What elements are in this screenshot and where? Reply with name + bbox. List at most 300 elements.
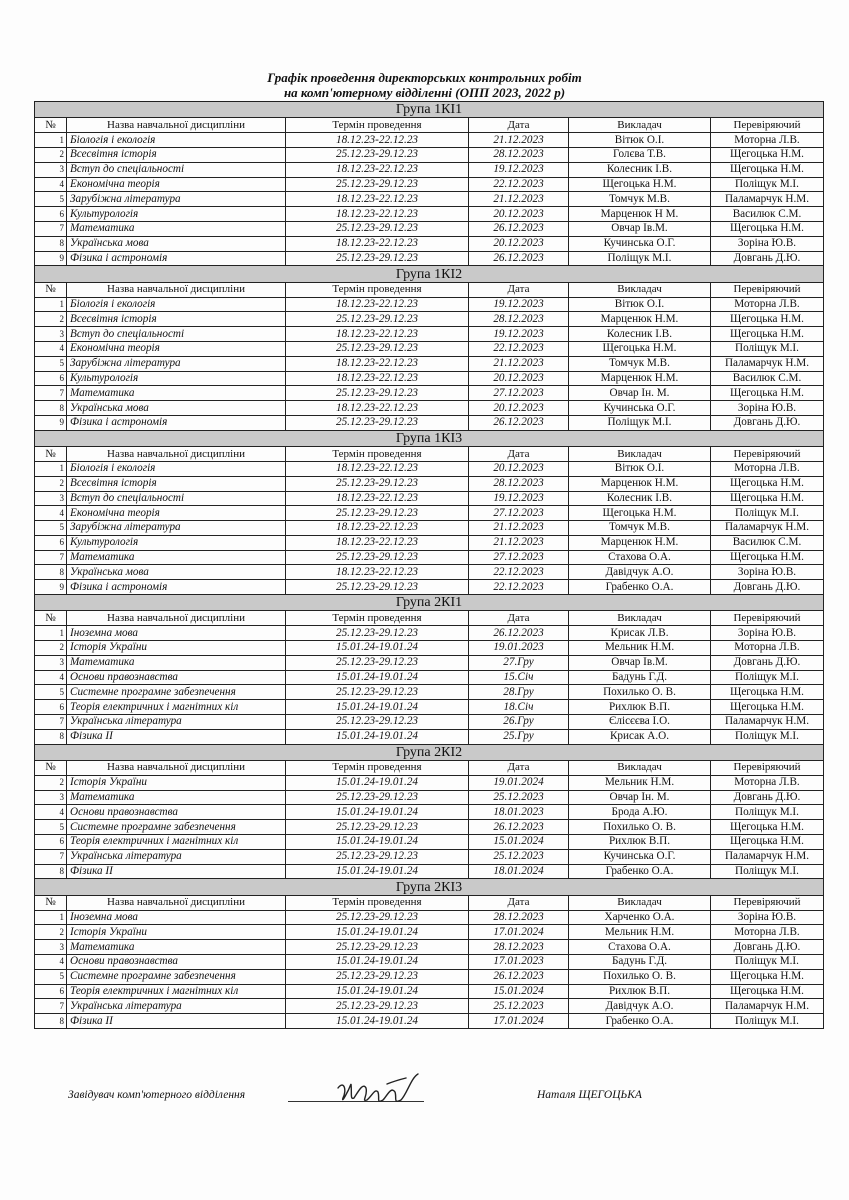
row-number-cell: 9 — [35, 251, 67, 266]
teacher-cell: Кучинська О.Г. — [569, 401, 711, 416]
row-number-cell: 6 — [35, 835, 67, 850]
table-row — [35, 1014, 824, 1029]
teacher-cell: Овчар Ін. М. — [569, 386, 711, 401]
table-row — [35, 790, 824, 805]
subject-name-cell: Економічна теорія — [67, 341, 286, 356]
period-cell: 18.12.23-22.12.23 — [286, 565, 469, 580]
subject-name-cell: Українська література — [67, 715, 286, 730]
column-header-row — [35, 761, 824, 776]
date-cell: 26.12.2023 — [469, 221, 569, 236]
period-cell: 25.12.23-29.12.23 — [286, 715, 469, 730]
teacher-cell: Поліщук М.І. — [569, 251, 711, 266]
inspector-cell: Паламарчук Н.М. — [711, 192, 824, 207]
column-header: № — [35, 895, 67, 910]
table-row — [35, 147, 824, 162]
subject-name-cell: Зарубіжна література — [67, 356, 286, 371]
period-cell: 25.12.23-29.12.23 — [286, 940, 469, 955]
date-cell: 19.12.2023 — [469, 327, 569, 342]
table-row — [35, 133, 824, 148]
row-number-cell: 6 — [35, 371, 67, 386]
table-row — [35, 327, 824, 342]
column-header: Дата — [469, 611, 569, 626]
teacher-cell: Овчар Ін. М. — [569, 790, 711, 805]
inspector-cell: Щегоцька Н.М. — [711, 147, 824, 162]
subject-name-cell: Іноземна мова — [67, 910, 286, 925]
date-cell: 15.Січ — [469, 670, 569, 685]
period-cell: 15.01.24-19.01.24 — [286, 805, 469, 820]
row-number-cell: 6 — [35, 984, 67, 999]
teacher-cell: Рихлюк В.П. — [569, 700, 711, 715]
column-header: Викладач — [569, 118, 711, 133]
inspector-cell: Поліщук М.І. — [711, 864, 824, 879]
teacher-cell: Крисак Л.В. — [569, 626, 711, 641]
row-number-cell: 8 — [35, 565, 67, 580]
table-row — [35, 461, 824, 476]
table-row — [35, 835, 824, 850]
row-number-cell: 3 — [35, 491, 67, 506]
row-number-cell: 3 — [35, 327, 67, 342]
inspector-cell: Паламарчук Н.М. — [711, 356, 824, 371]
period-cell: 25.12.23-29.12.23 — [286, 386, 469, 401]
subject-name-cell: Фізика ІІ — [67, 1014, 286, 1029]
subject-name-cell: Математика — [67, 221, 286, 236]
column-header: Дата — [469, 118, 569, 133]
period-cell: 15.01.24-19.01.24 — [286, 835, 469, 850]
inspector-cell: Довгань Д.Ю. — [711, 940, 824, 955]
row-number-cell: 3 — [35, 655, 67, 670]
column-header-row — [35, 447, 824, 462]
column-header: Термін проведення — [286, 447, 469, 462]
table-row — [35, 580, 824, 595]
date-cell: 21.12.2023 — [469, 356, 569, 371]
row-number-cell: 2 — [35, 312, 67, 327]
table-row — [35, 491, 824, 506]
inspector-cell: Моторна Л.В. — [711, 775, 824, 790]
row-number-cell: 6 — [35, 700, 67, 715]
column-header-row — [35, 118, 824, 133]
inspector-cell: Щегоцька Н.М. — [711, 700, 824, 715]
column-header: № — [35, 118, 67, 133]
period-cell: 25.12.23-29.12.23 — [286, 655, 469, 670]
period-cell: 25.12.23-29.12.23 — [286, 580, 469, 595]
row-number-cell: 2 — [35, 147, 67, 162]
subject-name-cell: Системне програмне забезпечення — [67, 820, 286, 835]
column-header: Перевіряючий — [711, 895, 824, 910]
subject-name-cell: Вступ до спеціальності — [67, 327, 286, 342]
row-number-cell: 8 — [35, 864, 67, 879]
teacher-cell: Колесник І.В. — [569, 327, 711, 342]
column-header: Перевіряючий — [711, 447, 824, 462]
period-cell: 15.01.24-19.01.24 — [286, 775, 469, 790]
inspector-cell: Щегоцька Н.М. — [711, 969, 824, 984]
teacher-cell: Похилько О. В. — [569, 969, 711, 984]
teacher-cell: Єлісєєва І.О. — [569, 715, 711, 730]
teacher-cell: Рихлюк В.П. — [569, 835, 711, 850]
period-cell: 18.12.23-22.12.23 — [286, 401, 469, 416]
group-header-row — [35, 744, 824, 760]
inspector-cell: Поліщук М.І. — [711, 729, 824, 744]
row-number-cell: 8 — [35, 729, 67, 744]
row-number-cell: 4 — [35, 341, 67, 356]
schedule-table — [34, 101, 824, 1029]
date-cell: 22.12.2023 — [469, 565, 569, 580]
row-number-cell: 7 — [35, 550, 67, 565]
date-cell: 27.12.2023 — [469, 550, 569, 565]
subject-name-cell: Математика — [67, 940, 286, 955]
date-cell: 28.Гру — [469, 685, 569, 700]
date-cell: 17.01.2024 — [469, 925, 569, 940]
date-cell: 28.12.2023 — [469, 476, 569, 491]
inspector-cell: Довгань Д.Ю. — [711, 655, 824, 670]
date-cell: 26.12.2023 — [469, 969, 569, 984]
teacher-cell: Марценюк Н.М. — [569, 476, 711, 491]
date-cell: 28.12.2023 — [469, 312, 569, 327]
row-number-cell: 7 — [35, 221, 67, 236]
inspector-cell: Моторна Л.В. — [711, 461, 824, 476]
subject-name-cell: Математика — [67, 386, 286, 401]
table-row — [35, 775, 824, 790]
date-cell: 20.12.2023 — [469, 236, 569, 251]
subject-name-cell: Основи правознавства — [67, 805, 286, 820]
period-cell: 15.01.24-19.01.24 — [286, 670, 469, 685]
row-number-cell: 2 — [35, 476, 67, 491]
table-row — [35, 700, 824, 715]
table-row — [35, 221, 824, 236]
subject-name-cell: Фізика ІІ — [67, 729, 286, 744]
date-cell: 26.12.2023 — [469, 415, 569, 430]
date-cell: 22.12.2023 — [469, 341, 569, 356]
column-header-row — [35, 895, 824, 910]
period-cell: 15.01.24-19.01.24 — [286, 729, 469, 744]
row-number-cell: 4 — [35, 177, 67, 192]
row-number-cell: 1 — [35, 626, 67, 641]
group-name: Група 2КІ3 — [35, 879, 824, 895]
teacher-cell: Поліщук М.І. — [569, 415, 711, 430]
row-number-cell: 4 — [35, 805, 67, 820]
column-header: Викладач — [569, 282, 711, 297]
group-name: Група 2КІ2 — [35, 744, 824, 760]
inspector-cell: Поліщук М.І. — [711, 805, 824, 820]
table-row — [35, 565, 824, 580]
date-cell: 27.12.2023 — [469, 506, 569, 521]
column-header: Назва навчальної дисципліни — [67, 761, 286, 776]
subject-name-cell: Системне програмне забезпечення — [67, 685, 286, 700]
column-header: Перевіряючий — [711, 118, 824, 133]
column-header: Дата — [469, 761, 569, 776]
column-header: Перевіряючий — [711, 761, 824, 776]
inspector-cell: Моторна Л.В. — [711, 297, 824, 312]
period-cell: 18.12.23-22.12.23 — [286, 327, 469, 342]
table-row — [35, 415, 824, 430]
column-header: Термін проведення — [286, 611, 469, 626]
row-number-cell: 7 — [35, 999, 67, 1014]
subject-name-cell: Математика — [67, 790, 286, 805]
teacher-cell: Стахова О.А. — [569, 550, 711, 565]
teacher-cell: Колесник І.В. — [569, 162, 711, 177]
table-row — [35, 849, 824, 864]
column-header: Викладач — [569, 447, 711, 462]
date-cell: 20.12.2023 — [469, 371, 569, 386]
group-name: Група 1КІ3 — [35, 430, 824, 446]
subject-name-cell: Вступ до спеціальності — [67, 491, 286, 506]
group-header-row — [35, 266, 824, 282]
table-row — [35, 341, 824, 356]
table-row — [35, 476, 824, 491]
subject-name-cell: Зарубіжна література — [67, 192, 286, 207]
teacher-cell: Вітюк О.І. — [569, 133, 711, 148]
column-header-row — [35, 282, 824, 297]
inspector-cell: Паламарчук Н.М. — [711, 999, 824, 1014]
row-number-cell: 2 — [35, 775, 67, 790]
inspector-cell: Зоріна Ю.В. — [711, 401, 824, 416]
inspector-cell: Щегоцька Н.М. — [711, 162, 824, 177]
subject-name-cell: Всесвітня історія — [67, 476, 286, 491]
period-cell: 25.12.23-29.12.23 — [286, 415, 469, 430]
row-number-cell: 8 — [35, 1014, 67, 1029]
row-number-cell: 8 — [35, 236, 67, 251]
date-cell: 21.12.2023 — [469, 535, 569, 550]
column-header: Дата — [469, 282, 569, 297]
teacher-cell: Грабенко О.А. — [569, 580, 711, 595]
date-cell: 25.Гру — [469, 729, 569, 744]
row-number-cell: 3 — [35, 940, 67, 955]
row-number-cell: 5 — [35, 356, 67, 371]
inspector-cell: Довгань Д.Ю. — [711, 790, 824, 805]
column-header: № — [35, 761, 67, 776]
subject-name-cell: Фізика ІІ — [67, 864, 286, 879]
teacher-cell: Овчар Ів.М. — [569, 655, 711, 670]
period-cell: 18.12.23-22.12.23 — [286, 297, 469, 312]
column-header: Назва навчальної дисципліни — [67, 118, 286, 133]
table-row — [35, 521, 824, 536]
table-row — [35, 297, 824, 312]
subject-name-cell: Історія України — [67, 925, 286, 940]
teacher-cell: Томчук М.В. — [569, 192, 711, 207]
column-header: Назва навчальної дисципліни — [67, 447, 286, 462]
row-number-cell: 6 — [35, 535, 67, 550]
period-cell: 18.12.23-22.12.23 — [286, 491, 469, 506]
schedule-table-body — [35, 102, 824, 1029]
subject-name-cell: Фізика і астрономія — [67, 415, 286, 430]
handwritten-signature — [330, 1066, 430, 1111]
subject-name-cell: Основи правознавства — [67, 670, 286, 685]
column-header: Дата — [469, 895, 569, 910]
row-number-cell: 5 — [35, 192, 67, 207]
teacher-cell: Щегоцька Н.М. — [569, 341, 711, 356]
teacher-cell: Кучинська О.Г. — [569, 236, 711, 251]
inspector-cell: Щегоцька Н.М. — [711, 312, 824, 327]
row-number-cell: 5 — [35, 521, 67, 536]
period-cell: 18.12.23-22.12.23 — [286, 207, 469, 222]
subject-name-cell: Українська мова — [67, 236, 286, 251]
table-row — [35, 999, 824, 1014]
period-cell: 15.01.24-19.01.24 — [286, 641, 469, 656]
group-header-row — [35, 430, 824, 446]
teacher-cell: Мельник Н.М. — [569, 925, 711, 940]
subject-name-cell: Українська література — [67, 999, 286, 1014]
table-row — [35, 864, 824, 879]
period-cell: 25.12.23-29.12.23 — [286, 969, 469, 984]
inspector-cell: Щегоцька Н.М. — [711, 835, 824, 850]
inspector-cell: Василюк С.М. — [711, 207, 824, 222]
teacher-cell: Похилько О. В. — [569, 685, 711, 700]
column-header: № — [35, 447, 67, 462]
table-row — [35, 506, 824, 521]
table-row — [35, 371, 824, 386]
period-cell: 25.12.23-29.12.23 — [286, 626, 469, 641]
subject-name-cell: Українська мова — [67, 401, 286, 416]
date-cell: 19.12.2023 — [469, 297, 569, 312]
group-header-row — [35, 102, 824, 118]
period-cell: 15.01.24-19.01.24 — [286, 1014, 469, 1029]
teacher-cell: Стахова О.А. — [569, 940, 711, 955]
inspector-cell: Довгань Д.Ю. — [711, 580, 824, 595]
inspector-cell: Василюк С.М. — [711, 535, 824, 550]
date-cell: 28.12.2023 — [469, 147, 569, 162]
subject-name-cell: Системне програмне забезпечення — [67, 969, 286, 984]
subject-name-cell: Всесвітня історія — [67, 147, 286, 162]
table-row — [35, 356, 824, 371]
period-cell: 25.12.23-29.12.23 — [286, 910, 469, 925]
period-cell: 15.01.24-19.01.24 — [286, 700, 469, 715]
row-number-cell: 1 — [35, 910, 67, 925]
period-cell: 25.12.23-29.12.23 — [286, 506, 469, 521]
signatory-position: Завідувач комп'ютерного відділення — [68, 1089, 246, 1101]
period-cell: 18.12.23-22.12.23 — [286, 521, 469, 536]
date-cell: 17.01.2023 — [469, 954, 569, 969]
column-header: Термін проведення — [286, 118, 469, 133]
subject-name-cell: Фізика і астрономія — [67, 251, 286, 266]
subject-name-cell: Теорія електричних і магнітних кіл — [67, 700, 286, 715]
date-cell: 25.12.2023 — [469, 849, 569, 864]
inspector-cell: Зоріна Ю.В. — [711, 910, 824, 925]
row-number-cell: 4 — [35, 954, 67, 969]
column-header: № — [35, 611, 67, 626]
period-cell: 25.12.23-29.12.23 — [286, 221, 469, 236]
table-row — [35, 550, 824, 565]
period-cell: 25.12.23-29.12.23 — [286, 341, 469, 356]
inspector-cell: Щегоцька Н.М. — [711, 476, 824, 491]
signatory-name: Наталя ЩЕГОЦЬКА — [537, 1089, 642, 1101]
table-row — [35, 685, 824, 700]
period-cell: 15.01.24-19.01.24 — [286, 864, 469, 879]
teacher-cell: Харченко О.А. — [569, 910, 711, 925]
date-cell: 26.12.2023 — [469, 251, 569, 266]
column-header: Термін проведення — [286, 761, 469, 776]
row-number-cell: 5 — [35, 820, 67, 835]
inspector-cell: Щегоцька Н.М. — [711, 984, 824, 999]
group-name: Група 2КІ1 — [35, 595, 824, 611]
teacher-cell: Вітюк О.І. — [569, 297, 711, 312]
date-cell: 27.Гру — [469, 655, 569, 670]
date-cell: 19.12.2023 — [469, 162, 569, 177]
date-cell: 25.12.2023 — [469, 999, 569, 1014]
subject-name-cell: Математика — [67, 655, 286, 670]
row-number-cell: 2 — [35, 925, 67, 940]
subject-name-cell: Біологія і екологія — [67, 461, 286, 476]
date-cell: 20.12.2023 — [469, 207, 569, 222]
date-cell: 21.12.2023 — [469, 133, 569, 148]
period-cell: 25.12.23-29.12.23 — [286, 820, 469, 835]
row-number-cell: 4 — [35, 670, 67, 685]
row-number-cell: 3 — [35, 162, 67, 177]
inspector-cell: Зоріна Ю.В. — [711, 236, 824, 251]
table-row — [35, 805, 824, 820]
table-row — [35, 626, 824, 641]
inspector-cell: Моторна Л.В. — [711, 641, 824, 656]
inspector-cell: Щегоцька Н.М. — [711, 820, 824, 835]
row-number-cell: 7 — [35, 715, 67, 730]
table-row — [35, 312, 824, 327]
period-cell: 18.12.23-22.12.23 — [286, 371, 469, 386]
date-cell: 25.12.2023 — [469, 790, 569, 805]
inspector-cell: Моторна Л.В. — [711, 925, 824, 940]
row-number-cell: 1 — [35, 461, 67, 476]
period-cell: 25.12.23-29.12.23 — [286, 849, 469, 864]
period-cell: 18.12.23-22.12.23 — [286, 192, 469, 207]
document-title-line2: на комп'ютерному відділенні (ОПП 2023, 2022 р) — [283, 85, 566, 100]
column-header: Викладач — [569, 895, 711, 910]
teacher-cell: Томчук М.В. — [569, 521, 711, 536]
teacher-cell: Кучинська О.Г. — [569, 849, 711, 864]
teacher-cell: Бадунь Г.Д. — [569, 670, 711, 685]
inspector-cell: Поліщук М.І. — [711, 670, 824, 685]
subject-name-cell: Українська мова — [67, 565, 286, 580]
date-cell: 22.12.2023 — [469, 580, 569, 595]
inspector-cell: Довгань Д.Ю. — [711, 415, 824, 430]
column-header: Викладач — [569, 611, 711, 626]
inspector-cell: Щегоцька Н.М. — [711, 491, 824, 506]
date-cell: 27.12.2023 — [469, 386, 569, 401]
row-number-cell: 3 — [35, 790, 67, 805]
subject-name-cell: Історія України — [67, 641, 286, 656]
group-header-row — [35, 595, 824, 611]
row-number-cell: 1 — [35, 133, 67, 148]
period-cell: 25.12.23-29.12.23 — [286, 147, 469, 162]
group-header-row — [35, 879, 824, 895]
inspector-cell: Щегоцька Н.М. — [711, 550, 824, 565]
date-cell: 20.12.2023 — [469, 401, 569, 416]
row-number-cell: 9 — [35, 415, 67, 430]
group-name: Група 1КІ1 — [35, 102, 824, 118]
row-number-cell: 2 — [35, 641, 67, 656]
table-row — [35, 820, 824, 835]
date-cell: 21.12.2023 — [469, 192, 569, 207]
row-number-cell: 9 — [35, 580, 67, 595]
subject-name-cell: Теорія електричних і магнітних кіл — [67, 984, 286, 999]
period-cell: 18.12.23-22.12.23 — [286, 162, 469, 177]
inspector-cell: Зоріна Ю.В. — [711, 565, 824, 580]
row-number-cell: 4 — [35, 506, 67, 521]
period-cell: 25.12.23-29.12.23 — [286, 177, 469, 192]
table-row — [35, 177, 824, 192]
subject-name-cell: Зарубіжна література — [67, 521, 286, 536]
subject-name-cell: Математика — [67, 550, 286, 565]
teacher-cell: Мельник Н.М. — [569, 775, 711, 790]
teacher-cell: Щегоцька Н.М. — [569, 177, 711, 192]
teacher-cell: Марценюк Н.М. — [569, 312, 711, 327]
date-cell: 15.01.2024 — [469, 835, 569, 850]
inspector-cell: Паламарчук Н.М. — [711, 849, 824, 864]
inspector-cell: Поліщук М.І. — [711, 177, 824, 192]
subject-name-cell: Всесвітня історія — [67, 312, 286, 327]
table-row — [35, 655, 824, 670]
row-number-cell: 6 — [35, 207, 67, 222]
group-name: Група 1КІ2 — [35, 266, 824, 282]
period-cell: 18.12.23-22.12.23 — [286, 356, 469, 371]
teacher-cell: Марценюк Н.М. — [569, 371, 711, 386]
table-row — [35, 192, 824, 207]
